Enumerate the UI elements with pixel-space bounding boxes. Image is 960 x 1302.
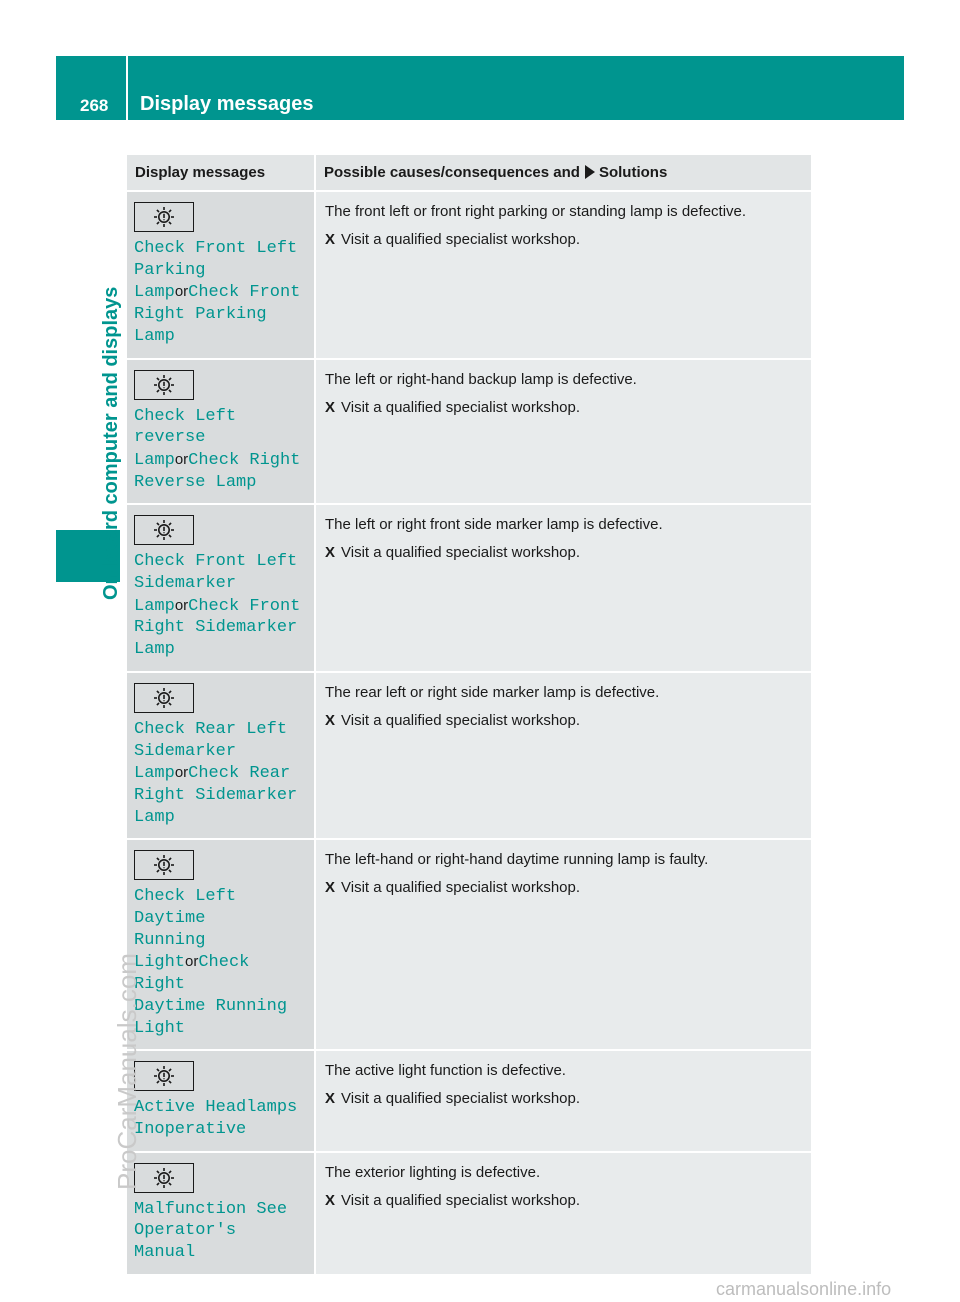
column-header-causes-label: Possible causes/consequences and xyxy=(324,164,580,181)
exterior-lamp-icon xyxy=(134,1061,194,1091)
section-title: Display messages xyxy=(140,93,314,115)
cause-text: The left or right front side marker lamp is defective. xyxy=(325,516,663,534)
or-connector: or xyxy=(174,450,189,468)
solution-cell xyxy=(314,1051,811,1150)
solution-cell xyxy=(314,840,811,1049)
table-row xyxy=(127,1151,811,1274)
action-text: Visit a qualified specialist workshop. xyxy=(341,231,581,248)
table-row xyxy=(127,671,811,839)
table-row xyxy=(127,190,811,358)
display-message-text xyxy=(134,551,307,661)
exterior-lamp-icon xyxy=(134,1163,194,1193)
cause-text: The left or right-hand backup lamp is defective. xyxy=(325,370,637,388)
action-item xyxy=(325,398,803,418)
action-marker: X xyxy=(325,231,336,248)
display-message-part: Check Left Daytime Running Light xyxy=(134,887,237,973)
display-message-text xyxy=(134,1199,307,1264)
watermark-bottom: carmanualsonline.info xyxy=(716,1279,892,1299)
solution-cell xyxy=(314,192,811,358)
cause-text: The rear left or right side marker lamp is defective. xyxy=(325,683,660,701)
display-message-part: Check Front Right Parking Lamp xyxy=(134,283,301,346)
exterior-lamp-icon xyxy=(134,202,194,232)
solution-cell xyxy=(314,1153,811,1274)
display-message-text xyxy=(134,886,307,1039)
arrow-right-icon xyxy=(585,165,595,179)
action-text: Visit a qualified specialist workshop. xyxy=(341,711,581,729)
table-header-row xyxy=(127,155,811,190)
action-item xyxy=(325,1089,803,1109)
display-message-text xyxy=(134,1097,307,1140)
column-header-display-messages: Display messages xyxy=(135,164,266,181)
message-cell xyxy=(127,1153,314,1274)
message-cell xyxy=(127,360,314,504)
display-message-part: Check Front Right Sidemarker Lamp xyxy=(134,596,301,660)
display-message-part: Malfunction See Operator's Manual xyxy=(134,1199,288,1263)
action-marker: X xyxy=(325,711,336,729)
action-marker: X xyxy=(325,398,336,416)
watermark-side: ProCarManuals.com xyxy=(112,953,142,1190)
table-row xyxy=(127,503,811,671)
message-cell xyxy=(127,840,314,1049)
header-divider xyxy=(126,56,128,120)
display-message-part: Check Right Daytime Running Light xyxy=(134,953,288,1038)
display-messages-table xyxy=(127,155,811,1274)
message-cell xyxy=(127,1051,314,1150)
display-message-text xyxy=(134,406,307,494)
display-message-part: Check Left reverse Lamp xyxy=(134,406,237,470)
solution-cell xyxy=(314,505,811,671)
action-text: Visit a qualified specialist workshop. xyxy=(341,1191,581,1209)
action-marker: X xyxy=(325,544,336,562)
cause-text: The front left or front right parking or standing lamp is defective. xyxy=(325,203,747,220)
or-connector: or xyxy=(174,596,189,614)
action-text: Visit a qualified specialist workshop. xyxy=(341,1090,581,1108)
exterior-lamp-icon xyxy=(134,370,194,400)
action-marker: X xyxy=(325,879,336,897)
solution-cell xyxy=(314,360,811,504)
message-cell xyxy=(127,505,314,671)
exterior-lamp-icon xyxy=(134,515,194,545)
action-item xyxy=(325,711,803,731)
table-row xyxy=(127,838,811,1049)
action-item xyxy=(325,543,803,563)
column-header-causes xyxy=(314,155,811,190)
message-cell xyxy=(127,192,314,358)
cause-text: The exterior lighting is defective. xyxy=(325,1163,541,1181)
or-connector: or xyxy=(185,953,199,971)
table-row xyxy=(127,1049,811,1150)
display-message-text xyxy=(134,238,307,348)
action-item xyxy=(325,1191,803,1211)
cause-text: The left-hand or right-hand daytime running lamp is faulty. xyxy=(325,851,709,869)
action-text: Visit a qualified specialist workshop. xyxy=(341,544,581,562)
display-message-part: Check Right Reverse Lamp xyxy=(134,450,301,492)
display-message-part: Check Front Left Parking Lamp xyxy=(134,239,298,303)
action-text: Visit a qualified specialist workshop. xyxy=(341,398,581,416)
action-text: Visit a qualified specialist workshop. xyxy=(341,879,581,897)
display-message-part: Check Rear Left Sidemarker Lamp xyxy=(134,719,288,784)
cause-text: The active light function is defective. xyxy=(325,1062,566,1080)
display-message-text xyxy=(134,719,307,829)
message-cell xyxy=(127,673,314,839)
table-body xyxy=(127,190,811,1274)
table-row xyxy=(127,358,811,504)
column-header-solutions-label: Solutions xyxy=(598,164,668,181)
action-marker: X xyxy=(325,1191,336,1209)
exterior-lamp-icon xyxy=(134,850,194,880)
page-number: 268 xyxy=(80,96,109,115)
display-message-part: Check Rear Right Sidemarker Lamp xyxy=(134,764,298,827)
exterior-lamp-icon xyxy=(134,683,194,713)
solution-cell xyxy=(314,673,811,839)
action-marker: X xyxy=(325,1090,336,1108)
action-item xyxy=(325,878,803,898)
side-tab-label: On-board computer and displays xyxy=(100,286,122,600)
action-item xyxy=(325,230,803,250)
or-connector: or xyxy=(174,283,189,301)
display-message-part: Check Front Left Sidemarker Lamp xyxy=(134,552,298,616)
display-message-part: Active Headlamps Inoperative xyxy=(134,1098,298,1139)
or-connector: or xyxy=(174,764,189,782)
